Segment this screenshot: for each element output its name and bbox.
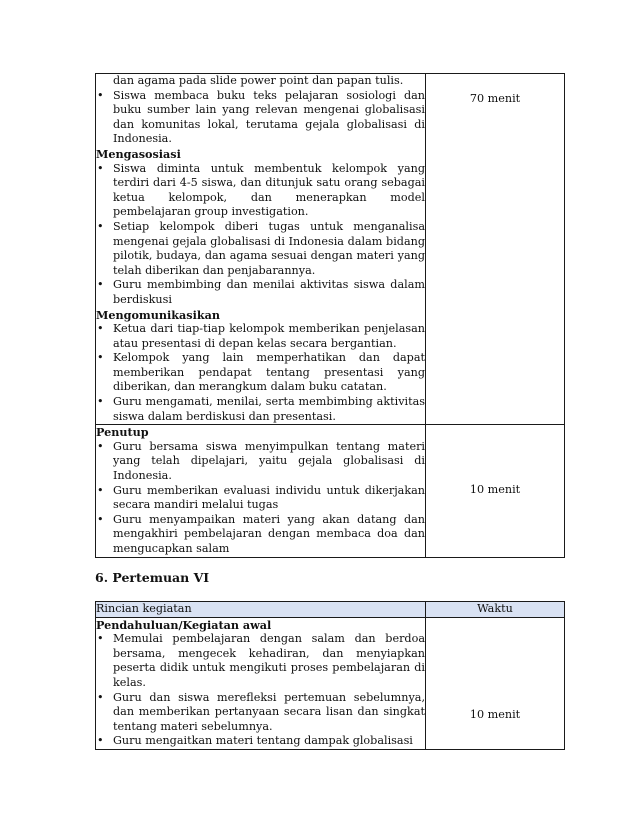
bullet-icon: •: [97, 219, 104, 233]
bullet-icon: •: [97, 351, 104, 365]
column-header-rincian: Rincian kegiatan: [96, 602, 426, 618]
bullet-icon: •: [97, 632, 104, 646]
time-value: 70 menit: [469, 92, 521, 105]
bullet-list-pendahuluan: [96, 632, 425, 749]
column-header-waktu: Waktu: [426, 602, 565, 618]
heading-pendahuluan: Pendahuluan/Kegiatan awal: [96, 617, 272, 632]
bullet-icon: •: [97, 439, 104, 453]
list-item: • Kelompok yang lain memperhatikan dan dapat memberikan pendapat tentang presentasi yang diberikan, dan merangkum dalam buku catatan.: [97, 351, 425, 394]
table-row: [96, 617, 565, 749]
list-item: • Guru dan siswa merefleksi pertemuan sebelumnya, dan memberikan pertanyaan secara lisan dan singkat tentang materi sebelumnya.: [97, 690, 425, 733]
bullet-icon: •: [97, 734, 104, 748]
bullet-list-penutup: [96, 440, 425, 557]
list-item: • Setiap kelompok diberi tugas untuk menganalisa mengenai gejala globalisasi di Indonesia dalam bidang pilotik, budaya, dan agama sesuai dengan materi yang telah diberikan dan penjabarannya.: [97, 219, 425, 277]
list-item: • Siswa membaca buku teks pelajaran sosiologi dan buku sumber lain yang relevan mengenai globalisasi dan komunitas lokal, terutama gejala globalisasi di Indonesia.: [97, 88, 425, 146]
time-cell: [426, 74, 565, 425]
bullet-icon: •: [97, 483, 104, 497]
time-cell: [426, 617, 565, 749]
activity-cell: [96, 617, 426, 749]
list-item: • Guru memberikan evaluasi individu untuk dikerjakan secara mandiri melalui tugas: [97, 483, 425, 512]
bullet-list-membaca: [96, 89, 425, 147]
list-item: • Guru bersama siswa menyimpulkan tentang materi yang telah dipelajari, yaitu gejala globalisasi di Indonesia.: [97, 439, 425, 483]
list-item: • Guru membimbing dan menilai aktivitas siswa dalam berdiskusi: [97, 278, 425, 306]
table-header-row: [96, 602, 565, 618]
time-cell: [426, 425, 565, 557]
table-row: [96, 74, 565, 425]
bullet-icon: •: [97, 161, 104, 175]
bullet-icon: •: [97, 322, 104, 336]
list-item: • Ketua dari tiap-tiap kelompok memberikan penjelasan atau presentasi di depan kelas secara bergantian.: [97, 322, 425, 350]
list-item: • Memulai pembelajaran dengan salam dan berdoa bersama, mengecek kehadiran, dan menyiapkan peserta didik untuk mengikuti proses pembelajaran di kelas.: [97, 632, 425, 689]
time-value: 10 menit: [469, 707, 521, 721]
bullet-icon: •: [97, 88, 104, 102]
bullet-list-mengomunikasikan: [96, 322, 425, 424]
activity-table-continued: [95, 73, 565, 558]
table-row: [96, 425, 565, 557]
list-item: • Guru menyampaikan materi yang akan datang dan mengakhiri pembelajaran dengan membaca doa dan mengucapkan salam: [97, 512, 425, 555]
list-item: • Guru mengamati, menilai, serta membimbing aktivitas siswa dalam berdiskusi dan presentasi.: [97, 395, 425, 423]
heading-mengasosiasi: Mengasosiasi: [96, 146, 181, 161]
heading-penutup: Penutup: [96, 425, 149, 440]
bullet-list-mengasosiasi: [96, 162, 425, 308]
bullet-icon: •: [97, 512, 104, 526]
time-value: 10 menit: [469, 483, 521, 497]
continued-text: dan agama pada slide power point dan papan tulis.: [113, 74, 404, 87]
heading-mengomunikasikan: Mengomunikasikan: [96, 307, 220, 322]
activity-table-pertemuan-vi: [95, 601, 565, 750]
list-item: • Guru mengaitkan materi tentang dampak globalisasi: [97, 734, 413, 748]
section-title: 6. Pertemuan VI: [95, 570, 210, 585]
activity-cell: [96, 425, 426, 557]
activity-cell: [96, 74, 426, 425]
bullet-icon: •: [97, 690, 104, 704]
bullet-icon: •: [97, 278, 104, 292]
bullet-icon: •: [97, 395, 104, 409]
list-item: • Siswa diminta untuk membentuk kelompok yang terdiri dari 4-5 siswa, dan ditunjuk satu orang sebagai ketua kelompok, dan menerapkan model pembelajaran group investigation.: [97, 161, 425, 219]
